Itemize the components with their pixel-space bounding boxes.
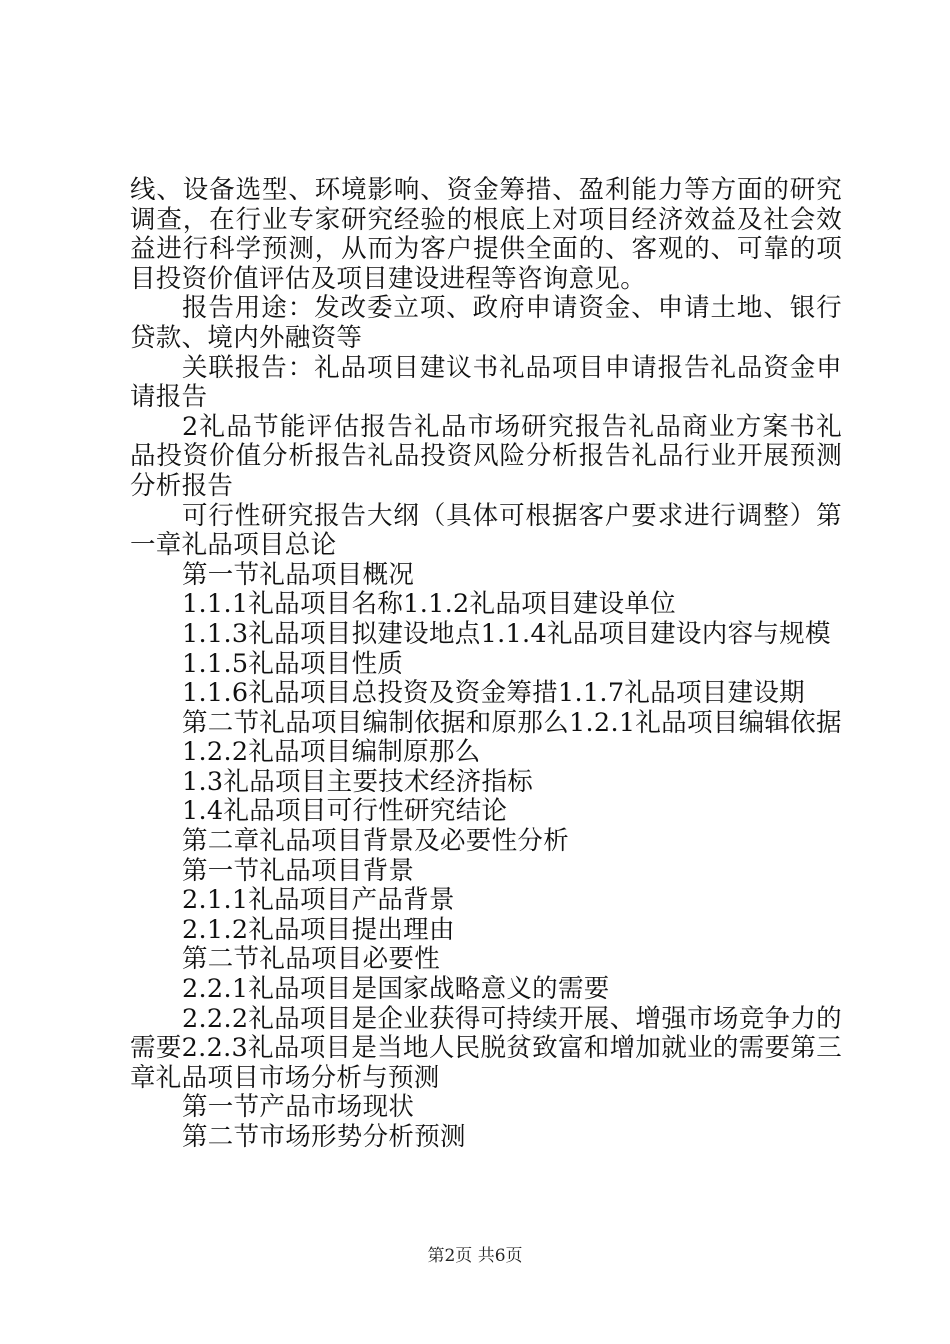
outline-item: 第一节产品市场现状 <box>182 1092 415 1123</box>
outline-item: 1.1.1礼品项目名称1.1.2礼品项目建设单位 <box>182 589 676 620</box>
outline-item: 第一节礼品项目背景 <box>182 855 415 886</box>
paragraph-outline-intro: 可行性研究报告大纲（具体可根据客户要求进行调整）第一章礼品项目总论 <box>130 500 842 561</box>
outline-item: 2.1.2礼品项目提出理由 <box>182 914 455 945</box>
paragraph-related-reports: 关联报告：礼品项目建议书礼品项目申请报告礼品资金申请报告 <box>130 352 842 413</box>
paragraph-continuation: 线、设备选型、环境影响、资金筹措、盈利能力等方面的研究调查，在行业专家研究经验的根底上对项目经济效益及社会效益进行科学预测，从而为客户提供全面的、客观的、可靠的项目投资价值评估及项目建设进程等咨询意见。 <box>130 175 842 294</box>
outline-item: 第二节礼品项目编制依据和原那么1.2.1礼品项目编辑依据 <box>182 707 842 738</box>
outline-item: 第二节市场形势分析预测 <box>182 1122 466 1152</box>
outline-item: 1.4礼品项目可行性研究结论 <box>182 796 508 827</box>
paragraph-report-usage: 报告用途：发改委立项、政府申请资金、申请土地、银行贷款、境内外融资等 <box>130 293 842 353</box>
document-body <box>130 176 842 1153</box>
outline-item: 第一节礼品项目概况 <box>182 559 415 590</box>
outline-item: 1.1.5礼品项目性质 <box>182 648 404 679</box>
outline-item: 1.1.3礼品项目拟建设地点1.1.4礼品项目建设内容与规模 <box>182 618 831 649</box>
outline-item: 第二章礼品项目背景及必要性分析 <box>182 826 570 857</box>
outline-item: 1.2.2礼品项目编制原那么 <box>182 737 481 768</box>
page-number-footer: 第2页 共6页 <box>427 1246 523 1266</box>
outline-item: 第二节礼品项目必要性 <box>182 944 441 975</box>
outline-item: 1.3礼品项目主要技术经济指标 <box>182 766 534 797</box>
outline-item: 2.2.2礼品项目是企业获得可持续开展、增强市场竞争力的需要2.2.3礼品项目是当地人民脱贫致富和增加就业的需要第三章礼品项目市场分析与预测 <box>130 1003 842 1093</box>
outline-item: 2.2.1礼品项目是国家战略意义的需要 <box>182 974 610 1005</box>
paragraph-related-reports-2: 2礼品节能评估报告礼品市场研究报告礼品商业方案书礼品投资价值分析报告礼品投资风险分析报告礼品行业开展预测分析报告 <box>130 411 842 501</box>
outline-item: 2.1.1礼品项目产品背景 <box>182 885 455 916</box>
outline-item: 1.1.6礼品项目总投资及资金筹措1.1.7礼品项目建设期 <box>182 678 805 709</box>
